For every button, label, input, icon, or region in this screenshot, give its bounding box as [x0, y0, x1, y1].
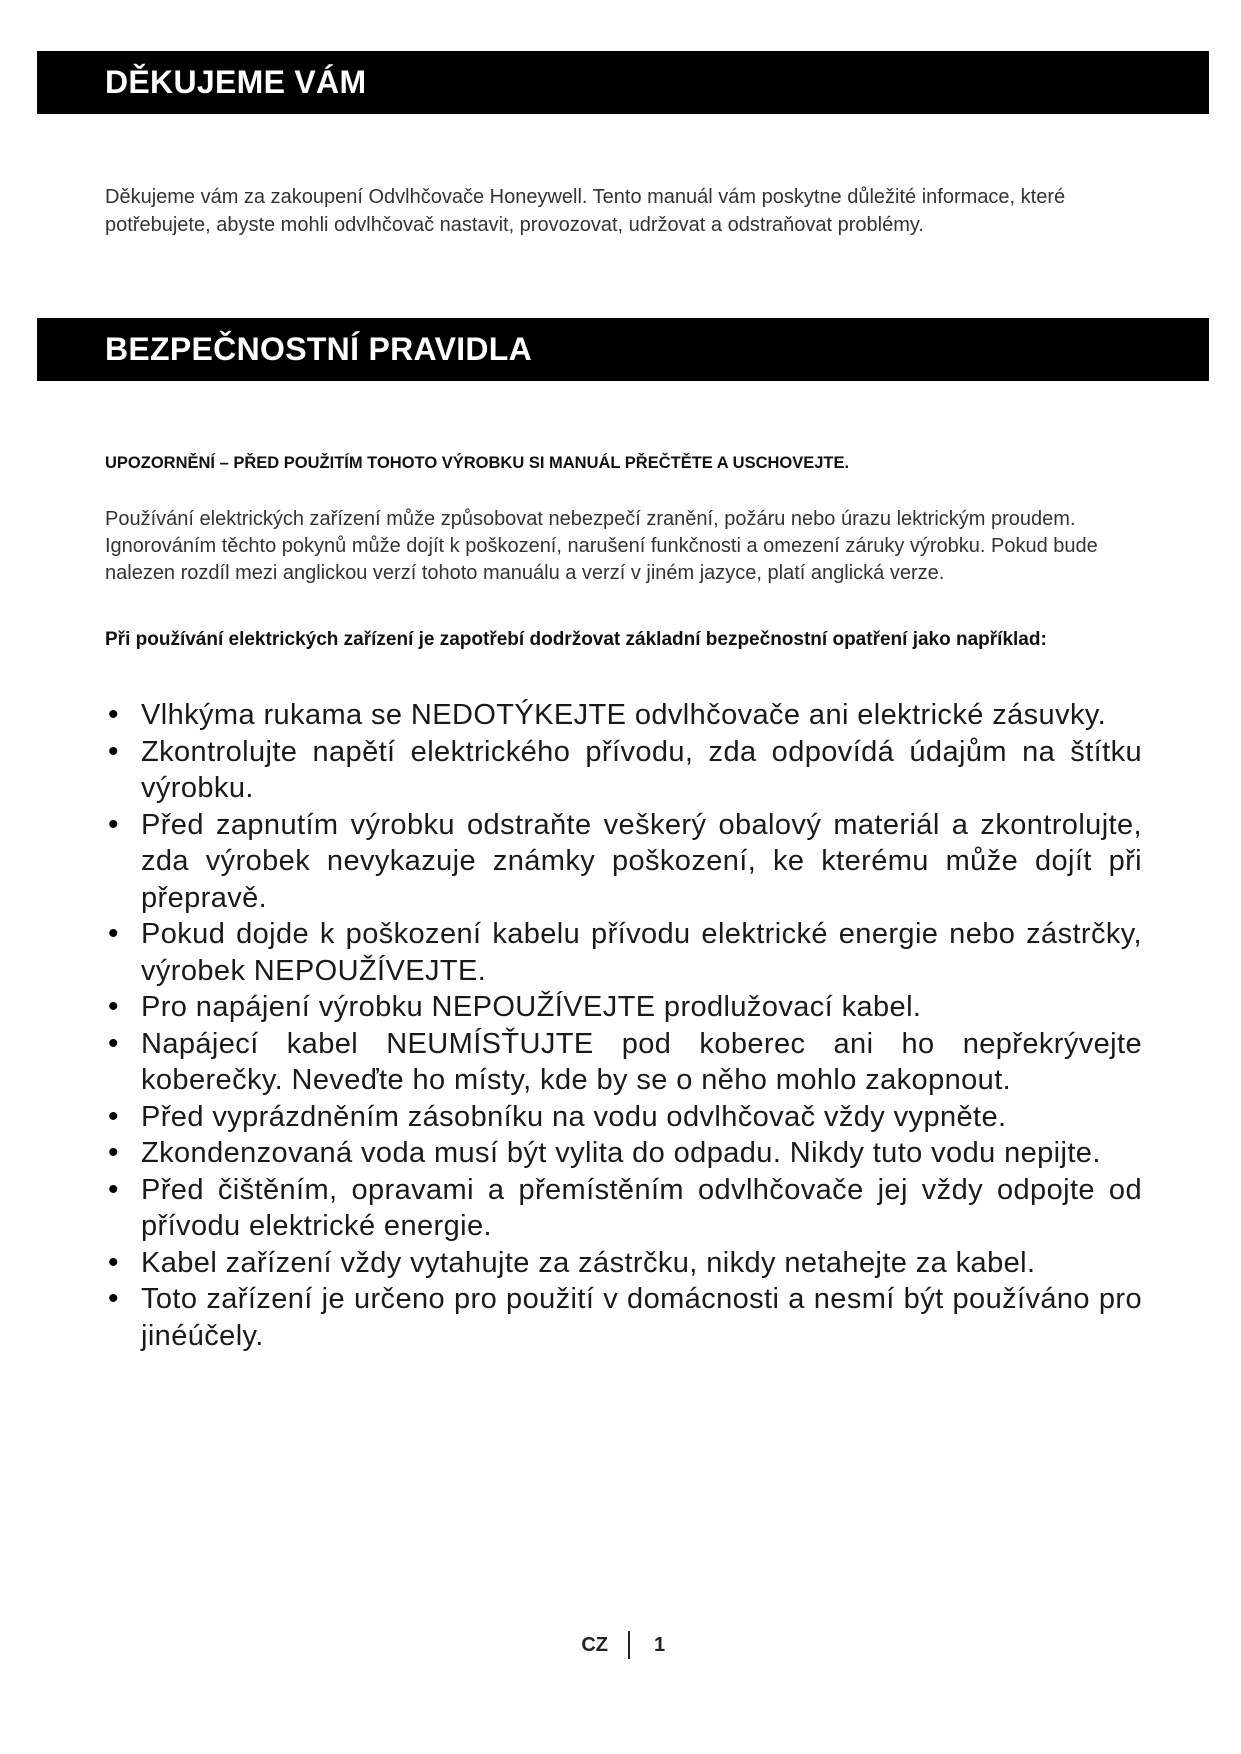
section-title-safety: BEZPEČNOSTNÍ PRAVIDLA — [37, 318, 1209, 381]
list-item — [108, 1245, 1142, 1282]
thanks-paragraph: Děkujeme vám za zakoupení Odvlhčovače Honeywell. Tento manuál vám poskytne důležité informace, které potřebujete, abyste mohli odvlhčovač nastavit, provozovat, udržovat a odstraňovat problémy. — [105, 186, 1066, 236]
list-item — [108, 697, 1142, 734]
list-item-text: Před čištěním, opravami a přemístěním odvlhčovače jej vždy odpojte od přívodu elektrické energie. — [141, 1173, 1142, 1242]
bullet-icon: • — [108, 698, 119, 731]
list-item-text: Napájecí kabel NEUMÍSŤUJTE pod koberec ani ho nepřekrývejte koberečky. Neveďte ho místy, kde by se o něho mohlo zakopnout. — [141, 1027, 1142, 1096]
list-item — [108, 734, 1142, 807]
bullet-icon: • — [108, 1172, 119, 1206]
footer-divider — [628, 1631, 630, 1659]
list-item — [108, 1135, 1142, 1172]
bullet-icon: • — [108, 807, 119, 841]
list-item-text: Před vyprázdněním zásobníku na vodu odvlhčovač vždy vypněte. — [141, 1100, 1007, 1133]
safety-rules-list — [108, 697, 1142, 1354]
list-item-text: Toto zařízení je určeno pro použití v domácnosti a nesmí být používáno pro jinéúčely. — [141, 1283, 1142, 1352]
section-title-thanks: DĚKUJEME VÁM — [37, 51, 1209, 114]
bullet-icon: • — [108, 1099, 119, 1133]
list-item-text: Pokud dojde k poškození kabelu přívodu elektrické energie nebo zástrčky, výrobek NEPOUŽÍVEJTE. — [141, 918, 1142, 987]
list-item — [108, 1172, 1142, 1245]
bullet-icon: • — [108, 917, 119, 950]
list-item — [108, 1026, 1142, 1099]
list-item — [108, 807, 1142, 917]
bullet-icon: • — [108, 1245, 119, 1279]
safety-lead-paragraph: Při používání elektrických zařízení je zapotřebí dodržovat základní bezpečnostní opatření jako například: — [105, 629, 1047, 650]
list-item — [108, 989, 1142, 1026]
footer-language: CZ — [581, 1633, 608, 1656]
list-item-text: Pro napájení výrobku NEPOUŽÍVEJTE prodlužovací kabel. — [141, 991, 922, 1023]
list-item — [108, 1099, 1142, 1136]
safety-intro-paragraph: Používání elektrických zařízení může způsobovat nebezpečí zranění, požáru nebo úrazu lektrickým proudem. Ignorováním těchto pokynů může dojít k poškození, narušení funkčnosti a omezení záruky výrobku. Pokud bude nalezen rozdíl mezi anglickou verzí tohoto manuálu a verzí v jiném jazyce, platí anglická verze. — [105, 508, 1098, 584]
bullet-icon: • — [108, 1026, 119, 1060]
bullet-icon: • — [108, 734, 119, 768]
list-item-text: Kabel zařízení vždy vytahujte za zástrčku, nikdy netahejte za kabel. — [141, 1246, 1036, 1279]
page-footer — [560, 1628, 720, 1662]
list-item-text: Zkontrolujte napětí elektrického přívodu, zda odpovídá údajům na štítku výrobku. — [141, 735, 1142, 804]
list-item-text: Vlhkýma rukama se NEDOTÝKEJTE odvlhčovače ani elektrické zásuvky. — [141, 699, 1107, 731]
safety-warning: UPOZORNĚNÍ – PŘED POUŽITÍM TOHOTO VÝROBKU SI MANUÁL PŘEČTĚTE A USCHOVEJTE. — [105, 454, 850, 472]
bullet-icon: • — [108, 990, 119, 1023]
page-number: 1 — [654, 1633, 666, 1656]
list-item-text: Před zapnutím výrobku odstraňte veškerý obalový materiál a zkontrolujte, zda výrobek nevykazuje známky poškození, ke kterému může dojít při přepravě. — [141, 808, 1142, 914]
bullet-icon: • — [108, 1282, 119, 1315]
list-item — [108, 916, 1142, 989]
bullet-icon: • — [108, 1136, 119, 1169]
list-item — [108, 1281, 1142, 1354]
list-item-text: Zkondenzovaná voda musí být vylita do odpadu. Nikdy tuto vodu nepijte. — [141, 1137, 1101, 1169]
